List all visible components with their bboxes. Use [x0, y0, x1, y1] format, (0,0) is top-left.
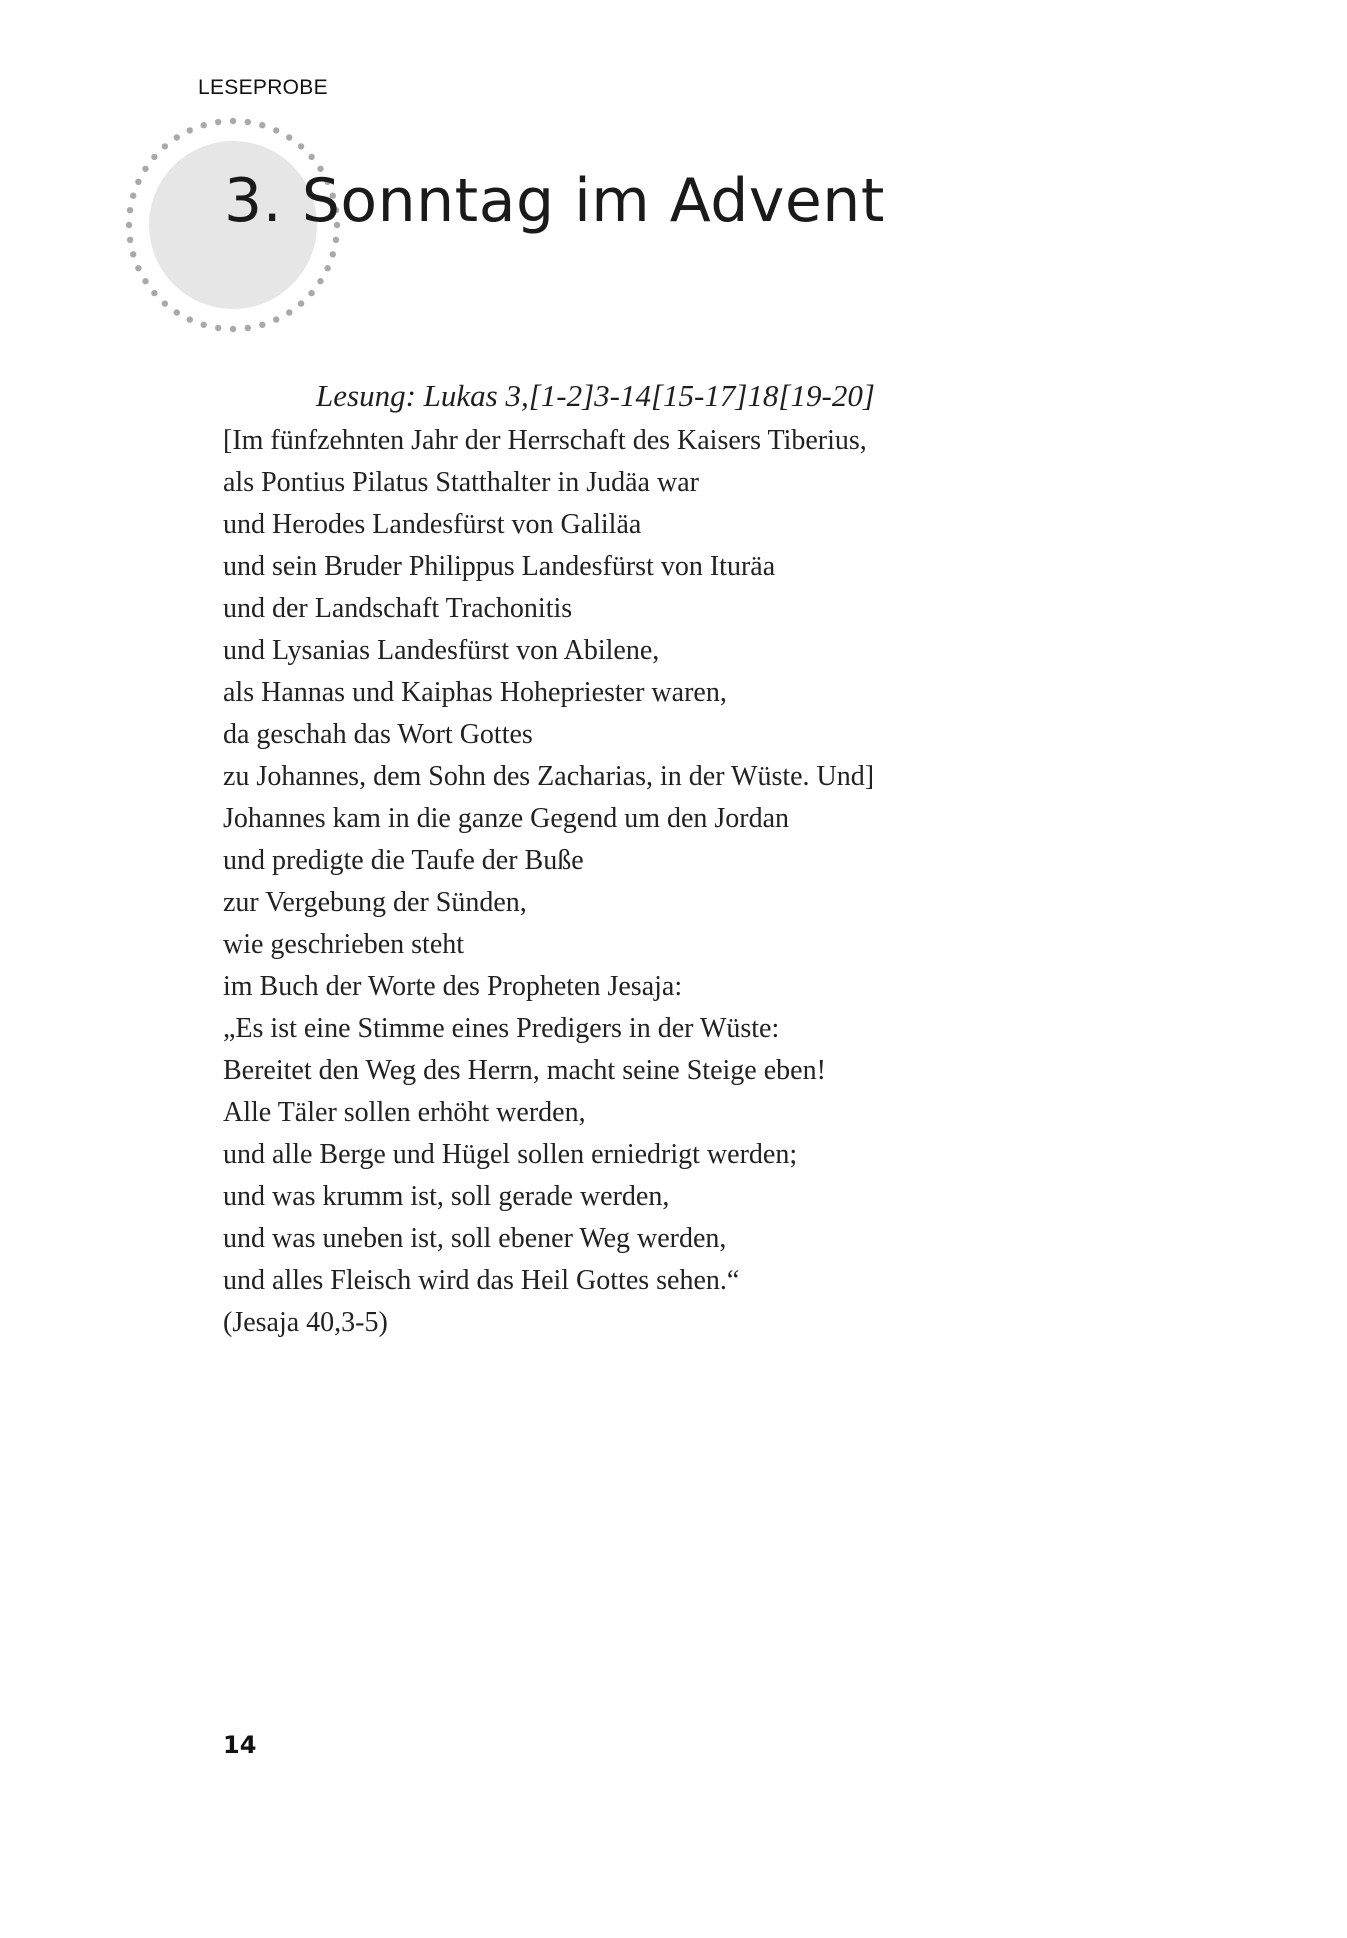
decorative-dot	[330, 251, 336, 257]
decorative-dot	[201, 322, 207, 328]
decorative-dot	[201, 122, 207, 128]
decorative-dot	[126, 222, 132, 228]
verse-line: zur Vergebung der Sünden,	[223, 887, 527, 918]
decorative-dot	[230, 326, 236, 332]
decorative-dot	[308, 290, 314, 296]
decorative-dot	[273, 316, 279, 322]
decorative-dot	[127, 237, 133, 243]
decorative-dot	[286, 134, 292, 140]
decorative-dot	[230, 118, 236, 124]
verse-line: und der Landschaft Trachonitis	[223, 593, 573, 624]
reading-text	[223, 420, 1123, 1344]
verse-line: und Herodes Landesfürst von Galiläa	[223, 509, 642, 540]
decorative-dot	[245, 325, 251, 331]
verse-line: und alles Fleisch wird das Heil Gottes sehen.“	[223, 1265, 740, 1296]
verse-line: als Hannas und Kaiphas Hohepriester waren,	[223, 677, 727, 708]
verse-line: „Es ist eine Stimme eines Predigers in der Wüste:	[223, 1013, 780, 1044]
decorative-dot	[187, 127, 193, 133]
decorative-dot	[273, 127, 279, 133]
decorative-dot	[215, 119, 221, 125]
verse-line: und was krumm ist, soll gerade werden,	[223, 1181, 670, 1212]
decorative-dot	[245, 119, 251, 125]
decorative-dot	[187, 316, 193, 322]
decorative-dot	[135, 179, 141, 185]
verse-line: (Jesaja 40,3-5)	[223, 1307, 388, 1338]
decorative-dot	[135, 265, 141, 271]
decorative-dot	[259, 122, 265, 128]
decorative-dot	[298, 300, 304, 306]
reading-heading: Lesung: Lukas 3,[1-2]3-14[15-17]18[19-20]	[316, 378, 875, 413]
decorative-dot	[286, 309, 292, 315]
verse-line: Bereitet den Weg des Herrn, macht seine Steige eben!	[223, 1055, 826, 1086]
verse-line: und alle Berge und Hügel sollen erniedrigt werden;	[223, 1139, 798, 1170]
verse-line: und sein Bruder Philippus Landesfürst von Ituräa	[223, 551, 776, 582]
decorative-dot	[162, 143, 168, 149]
decorative-dot	[127, 207, 133, 213]
verse-line: wie geschrieben steht	[223, 929, 465, 960]
decorative-dot	[298, 143, 304, 149]
decorative-dot	[162, 300, 168, 306]
verse-line: da geschah das Wort Gottes	[223, 719, 533, 750]
verse-line: und was uneben ist, soll ebener Weg werden,	[223, 1223, 727, 1254]
decorative-dot	[308, 154, 314, 160]
verse-line: und predigte die Taufe der Buße	[223, 845, 584, 876]
decorative-dot	[142, 166, 148, 172]
decorative-dot	[215, 325, 221, 331]
verse-line: als Pontius Pilatus Statthalter in Judäa war	[223, 467, 699, 498]
decorative-dot	[324, 265, 330, 271]
decorative-dot	[130, 251, 136, 257]
decorative-dot	[151, 290, 157, 296]
decorative-dot	[317, 278, 323, 284]
leseprobe-label: LESEPROBE	[198, 76, 328, 99]
decorative-dot	[151, 154, 157, 160]
decorative-dot	[174, 309, 180, 315]
decorative-dot	[142, 278, 148, 284]
decorative-dot	[333, 237, 339, 243]
verse-line: und Lysanias Landesfürst von Abilene,	[223, 635, 660, 666]
page-title: 3. Sonntag im Advent	[224, 166, 885, 236]
verse-line: im Buch der Worte des Propheten Jesaja:	[223, 971, 683, 1002]
decorative-dot	[259, 322, 265, 328]
verse-line: [Im fünfzehnten Jahr der Herrschaft des Kaisers Tiberius,	[223, 425, 867, 456]
decorative-dot	[174, 134, 180, 140]
verse-line: Alle Täler sollen erhöht werden,	[223, 1097, 586, 1128]
verse-line: zu Johannes, dem Sohn des Zacharias, in der Wüste. Und]	[223, 761, 875, 792]
page-number: 14	[223, 1731, 257, 1759]
verse-line: Johannes kam in die ganze Gegend um den Jordan	[223, 803, 790, 834]
decorative-dot	[130, 193, 136, 199]
